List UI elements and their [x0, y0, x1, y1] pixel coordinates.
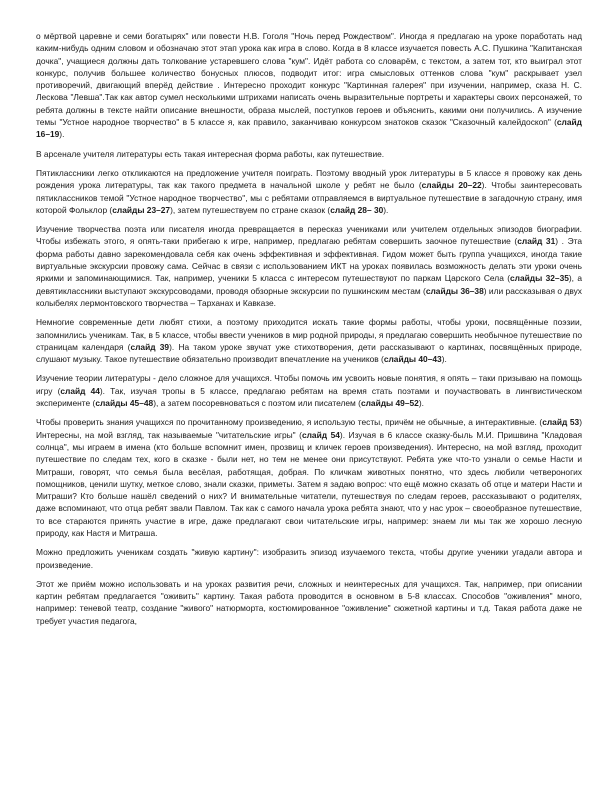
slide-reference: слайды 40–43 [383, 354, 442, 365]
paragraph-text: ). [59, 129, 65, 140]
paragraph [36, 30, 582, 141]
slide-reference: слайды 45–48 [95, 398, 154, 409]
paragraph [36, 372, 582, 409]
slide-reference: слайд 39 [130, 341, 170, 352]
paragraph-text: о мёртвой царевне и семи богатырях" или повести Н.В. Гоголя "Ночь перед Рождеством". Иногда я предлагаю на уроке поработать над каким-нибудь одним словом и обозначаю этот этап урока как игра в слово. Когда в 8 классе изучается повесть А.С. Пушкина "Капитанская дочка", учащиеся должны дать толкование устаревшего слова "кум". Идёт работа со словарём, с текстом, а затем тот, кто выиграл этот конкурс, получив большее количество бонусных плюсов, подводит итог: игра смысловых оттенков слова "кум" раскрывает узел противоречий, двигающий вперёд действие . Интересно проходит конкурс "Картинная галерея" при изучении, например, сказа Н. С. Лескова "Левша".Так как автор сумел несколькими штрихами написать очень выразительные портреты и характеры своих персонажей, то ребята должны в тексте найти описание внешности, образа мыслей, поступков героев и объяснить, какими они получились. А изучение темы "Устное народное творчество" в 5 классе я, как правило, заканчиваю конкурсом знатоков сказок "Сказочный калейдоскоп" ( [36, 31, 582, 128]
paragraph-text: ), затем путешествуем по стране сказок ( [170, 204, 331, 215]
slide-reference: слайды 23–27 [112, 204, 171, 215]
paragraph-text: ). Изучая в 6 классе сказку-быль М.И. Пришвина "Кладовая солнца", мы играем в имена (кто больше вспомнит имен, прозвищ и кличек героев произведения). Интересно, на мой взгляд, проходит путешествие по следам тех, кого в сказке - были нет, но тем не менее они присутствуют. Ребята уже что-то узнали о семье Насти и Митраши, говорят, что семья была весёлая, работящая, добрая. По кличкам животных понятно, что здесь любили четвероногих помощников, ценили шутку, меткое слово, знали сказки, приметы. Затем я задаю вопрос: что ещё можно сказать об отце и матери Насти и Митраши? Кто больше нашёл сведений о них? И внимательные читатели, путешествуя по следам героев, рассказывают о родителях, даже вспоминают, что отца ребят звали Павлом. Так как с самого начала урока ребята знают, что у нас урок – своеобразное путешествие, то все стараются принять участие в игре, даже предлагают свои читательские игры, например: знаем ли мы так же хорошо лесную природу, как Настя и Митраша. [36, 429, 583, 538]
paragraph-text: Этот же приём можно использовать и на уроках развития речи, сложных и неинтересных для учащихся. Так, например, при описании картин ребятам предлагается "оживить" картину. Такая работа проводится в основном в 5-8 классах. Способов "оживления" много, например: теневой театр, создание "живого" натюрморта, костюмированное "оживление" сюжетной картины и т.д. Такая работа даже не требует участия педагога, [36, 578, 582, 626]
paragraph-text: ). Чтобы заинтересовать пятиклассников темой "Устное народное творчество", мы с ребятами отправляемся в виртуальное путешествие в загадочную страну, имя которой Фольклор ( [36, 180, 582, 215]
slide-reference: слайд 16–19 [36, 117, 582, 140]
paragraph-text: ) или рассказывая о двух колыбелях лермонтовского творчества – Тарханах и Кавказе. [36, 285, 582, 308]
slide-reference: слайды 32–35 [510, 273, 569, 284]
paragraph [36, 148, 582, 160]
paragraph [36, 578, 582, 627]
paragraph-text: ), а девятиклассники выступают экскурсоводами, проводя обзорные экскурсии по пушкинским местам ( [36, 273, 583, 296]
paragraph-text: Изучение теории литературы - дело сложное для учащихся. Чтобы помочь им усвоить новые понятия, я опять – таки призываю на помощь игру ( [36, 373, 582, 396]
paragraph-text: ). [383, 204, 389, 215]
paragraph-text: ). [441, 354, 447, 365]
paragraph-text: ), а затем посоревноваться с поэтом или писателем ( [153, 398, 361, 409]
paragraph-text: ) . Эта форма работы давно зарекомендовала себя как очень эффективная и эффективная. Гидом может быть группа учащихся, иногда такие виртуальные экскурсии провожу сама. Сейчас в связи с использованием ИКТ на уроках появилась возможность делать эти уроки очень яркими и запоминающимися. Так, например, ученики 5 класса с интересом путешествуют по паркам Царского Села ( [36, 236, 582, 284]
slide-reference: слайд 31 [517, 236, 556, 247]
document-page [36, 30, 582, 634]
paragraph-text: ). Так, изучая тропы в 5 классе, предлагаю ребятам на время стать поэтами и поучаствовать в лингвистическом эксперименте ( [36, 385, 582, 409]
paragraph [36, 416, 582, 539]
slide-reference: слайд 44 [60, 385, 100, 396]
paragraph-text: Можно предложить ученикам создать "живую картину": изобразить эпизод изучаемого текста, чтобы другие ученики угадали автора и произведение. [36, 547, 582, 570]
paragraph [36, 546, 582, 571]
slide-reference: слайд 28– 30 [330, 204, 384, 215]
paragraph-text: Пятиклассники легко откликаются на предложение учителя поиграть. Поэтому вводный урок литературы в 5 классе я провожу как день рождения урока литературы, так как такого предмета в начальной школе у ребят не было ( [36, 167, 582, 191]
paragraph [36, 167, 582, 216]
paragraph-text: ). На таком уроке звучат уже стихотворения, дети рассказывают о картинах, посвящённых природе, слушают музыку. Такое путешествие обязательно производит впечатление на учеников ( [36, 341, 582, 365]
paragraph [36, 316, 582, 365]
slide-reference: слайды 49–52 [360, 398, 419, 409]
slide-reference: слайд 54 [301, 429, 340, 440]
paragraph-text: ). [418, 398, 424, 409]
paragraph-text: В арсенале учителя литературы есть такая интересная форма работы, как путешествие. [36, 148, 385, 159]
slide-reference: слайды 36–38 [425, 285, 484, 296]
slide-reference: слайд 53 [542, 417, 580, 428]
paragraph-text: Чтобы проверить знания учащихся по прочитанному произведению, я использую тесты, причём не обычные, а интерактивные. ( [36, 417, 543, 428]
paragraph-text: Изучение творчества поэта или писателя иногда превращается в пересказ учениками или учителем отдельных эпизодов биографии. Чтобы избежать этого, я опять-таки прибегаю к игре, например, предлагаю ребятам совершить заочное путешествие ( [36, 224, 582, 247]
slide-reference: слайды 20–22 [421, 180, 482, 191]
paragraph [36, 223, 582, 309]
paragraph-text: ) Интересны, на мой взгляд, так называемые "читательские игры" ( [36, 417, 582, 440]
paragraph-text: Немногие современные дети любят стихи, а поэтому приходится искать такие формы работы, чтобы уроки, посвящённые поэзии, запомнились ученикам. Так, в 5 классе, чтобы ввести учеников в мир родной природы, я предлагаю совершить необычное путешествие по страницам календаря ( [36, 317, 582, 352]
